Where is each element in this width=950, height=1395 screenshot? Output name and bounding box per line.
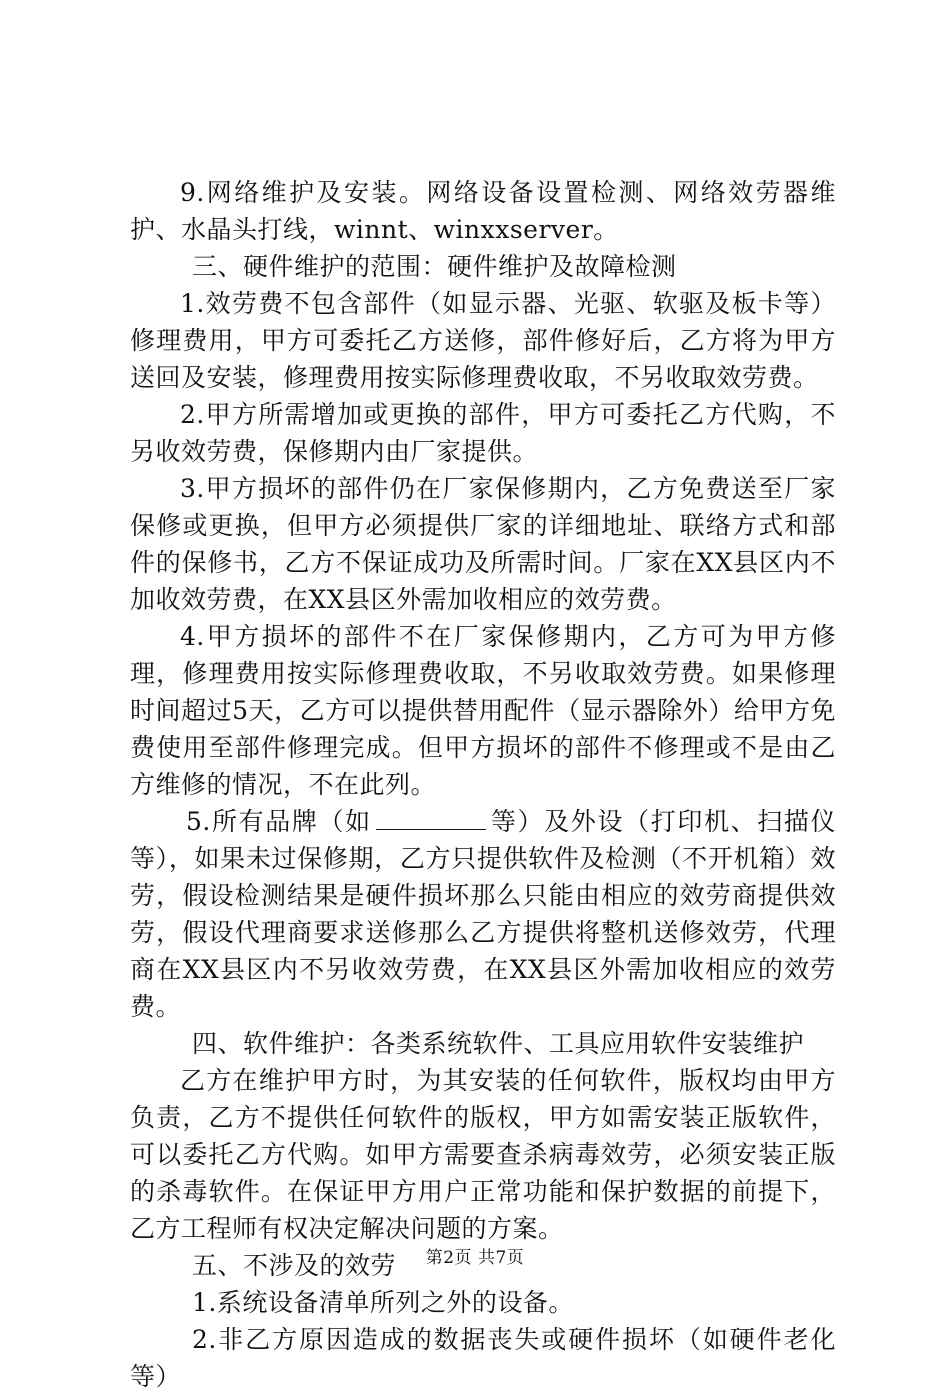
- paragraph-hardware-item-2: 2.甲方所需增加或更换的部件，甲方可委托乙方代购，不另收效劳费，保修期内由厂家提供。: [130, 400, 836, 466]
- paragraph-hardware-item-1: 1.效劳费不包含部件（如显示器、光驱、软驱及板卡等）修理费用，甲方可委托乙方送修，部件修好后，乙方将为甲方送回及安装，修理费用按实际修理费收取，不另收取效劳费。: [130, 289, 836, 392]
- paragraph-excluded-item-1: 1.系统设备清单所列之外的设备。: [192, 1288, 574, 1317]
- page-number-footer: 第2页 共7页: [425, 1248, 525, 1268]
- paragraph-excluded-item-2: 2.非乙方原因造成的数据丧失或硬件损坏（如硬件老化等）: [130, 1325, 836, 1391]
- paragraph-hardware-item-5: [130, 803, 836, 1025]
- section-heading-software-maintenance: 四、软件维护：各类系统软件、工具应用软件安装维护: [192, 1029, 805, 1058]
- paragraph-hardware-item-5-rest: 等）及外设（打印机、扫描仪等），如果未过保修期，乙方只提供软件及检测（不开机箱）效劳，假设检测结果是硬件损坏那么只能由相应的效劳商提供效劳，假设代理商要求送修那么乙方提供将整机送修效劳，代理商在XX县区内不另收效劳费，在XX县区外需加收相应的效劳费。: [130, 807, 836, 1021]
- paragraph-hardware-item-5-start: 5.所有品牌（如: [186, 807, 372, 836]
- section-heading-excluded-services: 五、不涉及的效劳: [192, 1251, 397, 1280]
- section-heading-hardware-scope: 三、硬件维护的范围：硬件维护及故障检测: [192, 252, 677, 281]
- paragraph-network-maintenance: 9.网络维护及安装。网络设备设置检测、网络效劳器维护、水晶头打线，winnt、winxxserver。: [130, 178, 836, 244]
- brand-fill-in-blank: [376, 807, 486, 830]
- paragraph-hardware-item-3: 3.甲方损坏的部件仍在厂家保修期内，乙方免费送至厂家保修或更换，但甲方必须提供厂家的详细地址、联络方式和部件的保修书，乙方不保证成功及所需时间。厂家在XX县区内不加收效劳费，在XX县区外需加收相应的效劳费。: [130, 474, 836, 614]
- document-body: [130, 174, 836, 1395]
- paragraph-software-maintenance: 乙方在维护甲方时，为其安装的任何软件，版权均由甲方负责，乙方不提供任何软件的版权，甲方如需安装正版软件，可以委托乙方代购。如甲方需要查杀病毒效劳，必须安装正版的杀毒软件。在保证甲方用户正常功能和保护数据的前提下，乙方工程师有权决定解决问题的方案。: [130, 1066, 836, 1243]
- paragraph-hardware-item-4: 4.甲方损坏的部件不在厂家保修期内，乙方可为甲方修理，修理费用按实际修理费收取，不另收取效劳费。如果修理时间超过5天，乙方可以提供替用配件（显示器除外）给甲方免费使用至部件修理完成。但甲方损坏的部件不修理或不是由乙方维修的情况，不在此列。: [130, 622, 836, 799]
